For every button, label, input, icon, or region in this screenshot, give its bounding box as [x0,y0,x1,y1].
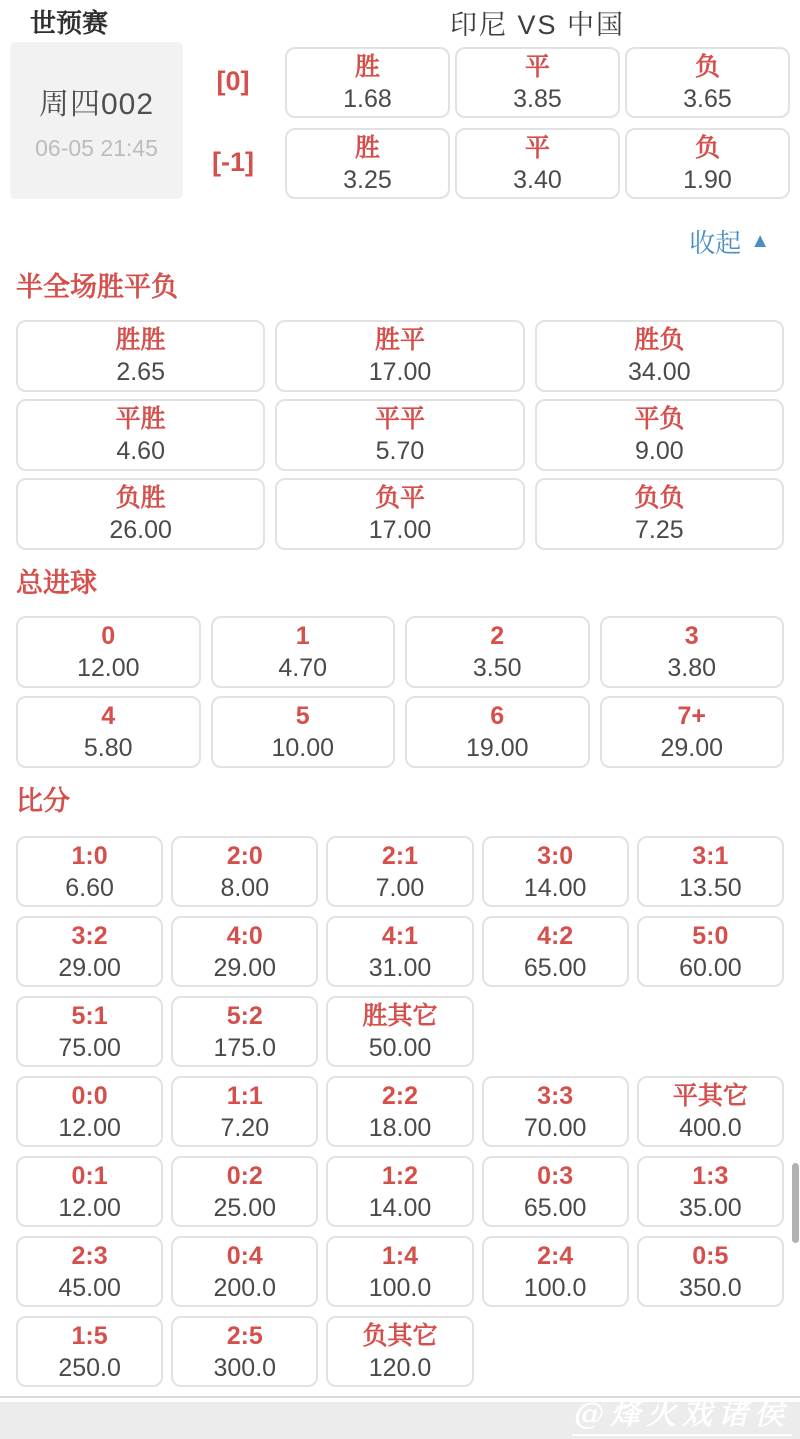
odds-value: 65.00 [523,953,587,982]
odds-cell-score[interactable] [326,1236,473,1307]
odds-cell-drawlose[interactable] [535,399,784,471]
odds-label: 1:2 [381,1161,419,1190]
odds-value: 120.0 [368,1353,432,1382]
score-row [16,1156,784,1227]
odds-cell-goals-4[interactable] [16,696,201,768]
odds-value: 10.00 [271,734,335,762]
odds-value: 70.00 [523,1113,587,1142]
odds-value: 34.00 [628,358,691,386]
odds-cell-score[interactable] [16,1156,163,1227]
odds-value: 5.70 [375,437,425,465]
odds-label: 1:0 [71,841,108,870]
odds-cell-goals-0[interactable] [16,616,201,688]
odds-label: 1:5 [71,1321,108,1350]
odds-label: 0:4 [226,1241,263,1270]
odds-value: 3.25 [343,165,392,194]
odds-cell-score[interactable] [326,836,473,907]
odds-value: 12.00 [58,1193,121,1222]
odds-label: 0:1 [71,1161,108,1190]
odds-label: 0:0 [71,1081,108,1110]
odds-label: 4:2 [537,921,574,950]
odds-value: 200.0 [213,1273,277,1302]
odds-value: 175.0 [213,1033,277,1062]
score-row [16,1316,784,1387]
odds-cell-score-draw-other[interactable] [637,1076,784,1147]
match-info-card [10,42,183,199]
odds-value: 17.00 [368,358,432,386]
odds-label: 4:0 [226,921,263,950]
odds-value: 7.20 [220,1113,270,1142]
odds-label: 胜平 [374,326,425,354]
odds-value: 65.00 [523,1193,587,1222]
odds-cell-h1-win[interactable] [285,128,450,199]
odds-label: 4:1 [381,921,419,950]
odds-value: 12.00 [76,654,140,682]
odds-cell-score[interactable] [637,1156,784,1227]
odds-label: 平其它 [672,1081,748,1110]
odds-value: 45.00 [58,1273,121,1302]
scrollbar-thumb[interactable] [792,1163,799,1243]
odds-value: 29.00 [213,953,277,982]
odds-label: 2:4 [537,1241,574,1270]
odds-value: 13.50 [679,873,742,902]
odds-cell-h1-lose[interactable] [625,128,790,199]
odds-cell-goals-3[interactable] [600,616,785,688]
odds-cell-score[interactable] [482,1076,629,1147]
odds-value: 26.00 [109,516,172,544]
odds-cell-losewin[interactable] [16,478,265,550]
odds-cell-score[interactable] [171,1236,318,1307]
halffull-grid [16,320,784,550]
odds-label: 5:0 [692,921,729,950]
odds-cell-score[interactable] [16,836,163,907]
odds-label: 负平 [374,484,425,512]
odds-cell-drawdraw[interactable] [275,399,524,471]
odds-value: 250.0 [58,1353,121,1382]
odds-cell-score[interactable] [16,1236,163,1307]
odds-label: 5 [295,702,310,730]
odds-label: 胜胜 [115,326,166,354]
odds-label: 平 [524,52,550,81]
odds-cell-score[interactable] [482,1156,629,1227]
odds-cell-score[interactable] [171,1076,318,1147]
section-title-score: 比分 [16,786,70,816]
collapse-row [0,210,800,258]
odds-label: 2 [490,622,505,650]
odds-label: 0:3 [537,1161,574,1190]
odds-value: 8.00 [220,873,270,902]
odds-cell-losedraw[interactable] [275,478,524,550]
section-title-halffull: 半全场胜平负 [16,272,178,302]
chevron-up-icon: ▲ [750,230,770,252]
odds-value: 29.00 [660,734,724,762]
odds-value: 14.00 [368,1193,432,1222]
odds-label: 2:5 [226,1321,263,1350]
odds-label: 6 [490,702,505,730]
odds-label: 0:5 [692,1241,729,1270]
odds-value: 300.0 [213,1353,277,1382]
odds-cell-score[interactable] [482,1236,629,1307]
odds-cell-score[interactable] [171,996,318,1067]
odds-label: 1:3 [692,1161,729,1190]
odds-cell-drawwin[interactable] [16,399,265,471]
odds-label: 5:2 [226,1001,263,1030]
odds-value: 17.00 [368,516,432,544]
odds-value: 350.0 [679,1273,742,1302]
odds-label: 2:1 [381,841,419,870]
odds-value: 19.00 [465,734,529,762]
odds-cell-goals-5[interactable] [211,696,396,768]
odds-cell-score[interactable] [16,1316,163,1387]
odds-value: 14.00 [523,873,587,902]
odds-label: 0:2 [226,1161,263,1190]
odds-cell-score[interactable] [326,916,473,987]
odds-cell-goals-1[interactable] [211,616,396,688]
odds-cell-h0-win[interactable] [285,47,450,118]
odds-cell-score[interactable] [171,1156,318,1227]
odds-label: 3:3 [537,1081,574,1110]
odds-label: 平 [524,133,550,162]
odds-value: 2.65 [116,358,165,386]
score-row [16,1076,784,1147]
score-row [16,916,784,987]
odds-cell-score-win-other[interactable] [326,996,473,1067]
odds-label: 胜 [354,133,380,162]
match-title: 印尼 VS 中国 [449,10,626,40]
odds-cell-score[interactable] [16,916,163,987]
odds-cell-h1-draw[interactable] [455,128,620,199]
odds-value: 9.00 [634,437,684,465]
odds-cell-score[interactable] [16,1076,163,1147]
odds-cell-score[interactable] [171,916,318,987]
score-grid [0,836,800,1387]
odds-cell-score[interactable] [482,916,629,987]
match-code: 周四002 [38,88,155,121]
odds-cell-goals-7plus[interactable] [600,696,785,768]
odds-label: 3 [684,622,699,650]
goals-grid [16,616,784,768]
odds-value: 25.00 [213,1193,277,1222]
odds-label: 3:2 [71,921,108,950]
odds-value: 3.40 [513,165,562,194]
score-row [16,1236,784,1307]
odds-label: 胜负 [634,326,685,354]
handicap-line-0-label: [0] [216,66,250,96]
odds-value: 100.0 [368,1273,432,1302]
odds-value: 35.00 [679,1193,742,1222]
odds-cell-h0-draw[interactable] [455,47,620,118]
odds-label: 0 [101,622,116,650]
section-title-goals: 总进球 [16,568,97,598]
odds-value: 400.0 [679,1113,742,1142]
odds-cell-score[interactable] [482,836,629,907]
match-time: 06-05 21:45 [35,135,158,161]
odds-value: 29.00 [58,953,121,982]
odds-value: 4.70 [278,654,328,682]
odds-label: 1:4 [381,1241,419,1270]
collapse-button[interactable] [689,223,770,260]
odds-value: 18.00 [368,1113,432,1142]
handicap-line-1-label: [-1] [212,147,254,177]
odds-label: 2:0 [226,841,263,870]
odds-label: 负其它 [362,1321,438,1350]
odds-label: 3:0 [537,841,574,870]
odds-label: 1 [295,622,310,650]
odds-cell-windraw[interactable] [275,320,524,392]
odds-value: 7.25 [634,516,684,544]
league-label: 世预赛 [30,8,109,38]
score-row [16,996,784,1067]
odds-cell-goals-6[interactable] [405,696,590,768]
odds-cell-score[interactable] [171,1316,318,1387]
odds-cell-goals-2[interactable] [405,616,590,688]
odds-cell-winwin[interactable] [16,320,265,392]
collapse-label: 收起 [689,227,742,258]
odds-label: 平平 [374,405,425,433]
odds-value: 60.00 [679,953,742,982]
odds-cell-score-lose-other[interactable] [326,1316,473,1387]
odds-cell-score[interactable] [171,836,318,907]
odds-value: 4.60 [116,437,165,465]
odds-cell-loselose[interactable] [535,478,784,550]
odds-value: 3.65 [683,84,732,113]
odds-value: 3.50 [472,654,522,682]
odds-value: 1.68 [343,84,392,113]
odds-cell-score[interactable] [637,836,784,907]
odds-label: 平负 [634,405,685,433]
odds-label: 负 [694,52,720,81]
odds-cell-score[interactable] [326,1076,473,1147]
odds-cell-score[interactable] [326,1156,473,1227]
odds-value: 100.0 [523,1273,587,1302]
odds-label: 4 [101,702,116,730]
odds-value: 3.85 [513,84,562,113]
odds-cell-h0-lose[interactable] [625,47,790,118]
odds-label: 7+ [677,702,706,730]
odds-cell-score[interactable] [637,1236,784,1307]
odds-cell-score[interactable] [637,916,784,987]
odds-label: 5:1 [71,1001,108,1030]
odds-label: 负 [694,133,720,162]
odds-value: 1.90 [683,165,732,194]
odds-value: 75.00 [58,1033,121,1062]
odds-label: 胜 [354,52,380,81]
odds-value: 7.00 [375,873,425,902]
match-header-block [0,0,800,210]
odds-label: 2:3 [71,1241,108,1270]
odds-value: 5.80 [83,734,133,762]
odds-cell-winlose[interactable] [535,320,784,392]
odds-value: 12.00 [58,1113,121,1142]
watermark-text: @烽火戏诸侯 [572,1389,792,1436]
bottom-bar [0,1397,800,1439]
odds-label: 负负 [634,484,685,512]
odds-value: 50.00 [368,1033,432,1062]
score-row [16,836,784,907]
odds-cell-score[interactable] [16,996,163,1067]
odds-label: 平胜 [115,405,166,433]
odds-value: 3.80 [667,654,717,682]
odds-label: 2:2 [381,1081,419,1110]
odds-label: 负胜 [115,484,166,512]
odds-label: 1:1 [226,1081,263,1110]
odds-label: 3:1 [692,841,729,870]
odds-value: 31.00 [368,953,432,982]
odds-value: 6.60 [65,873,114,902]
odds-label: 胜其它 [362,1001,438,1030]
